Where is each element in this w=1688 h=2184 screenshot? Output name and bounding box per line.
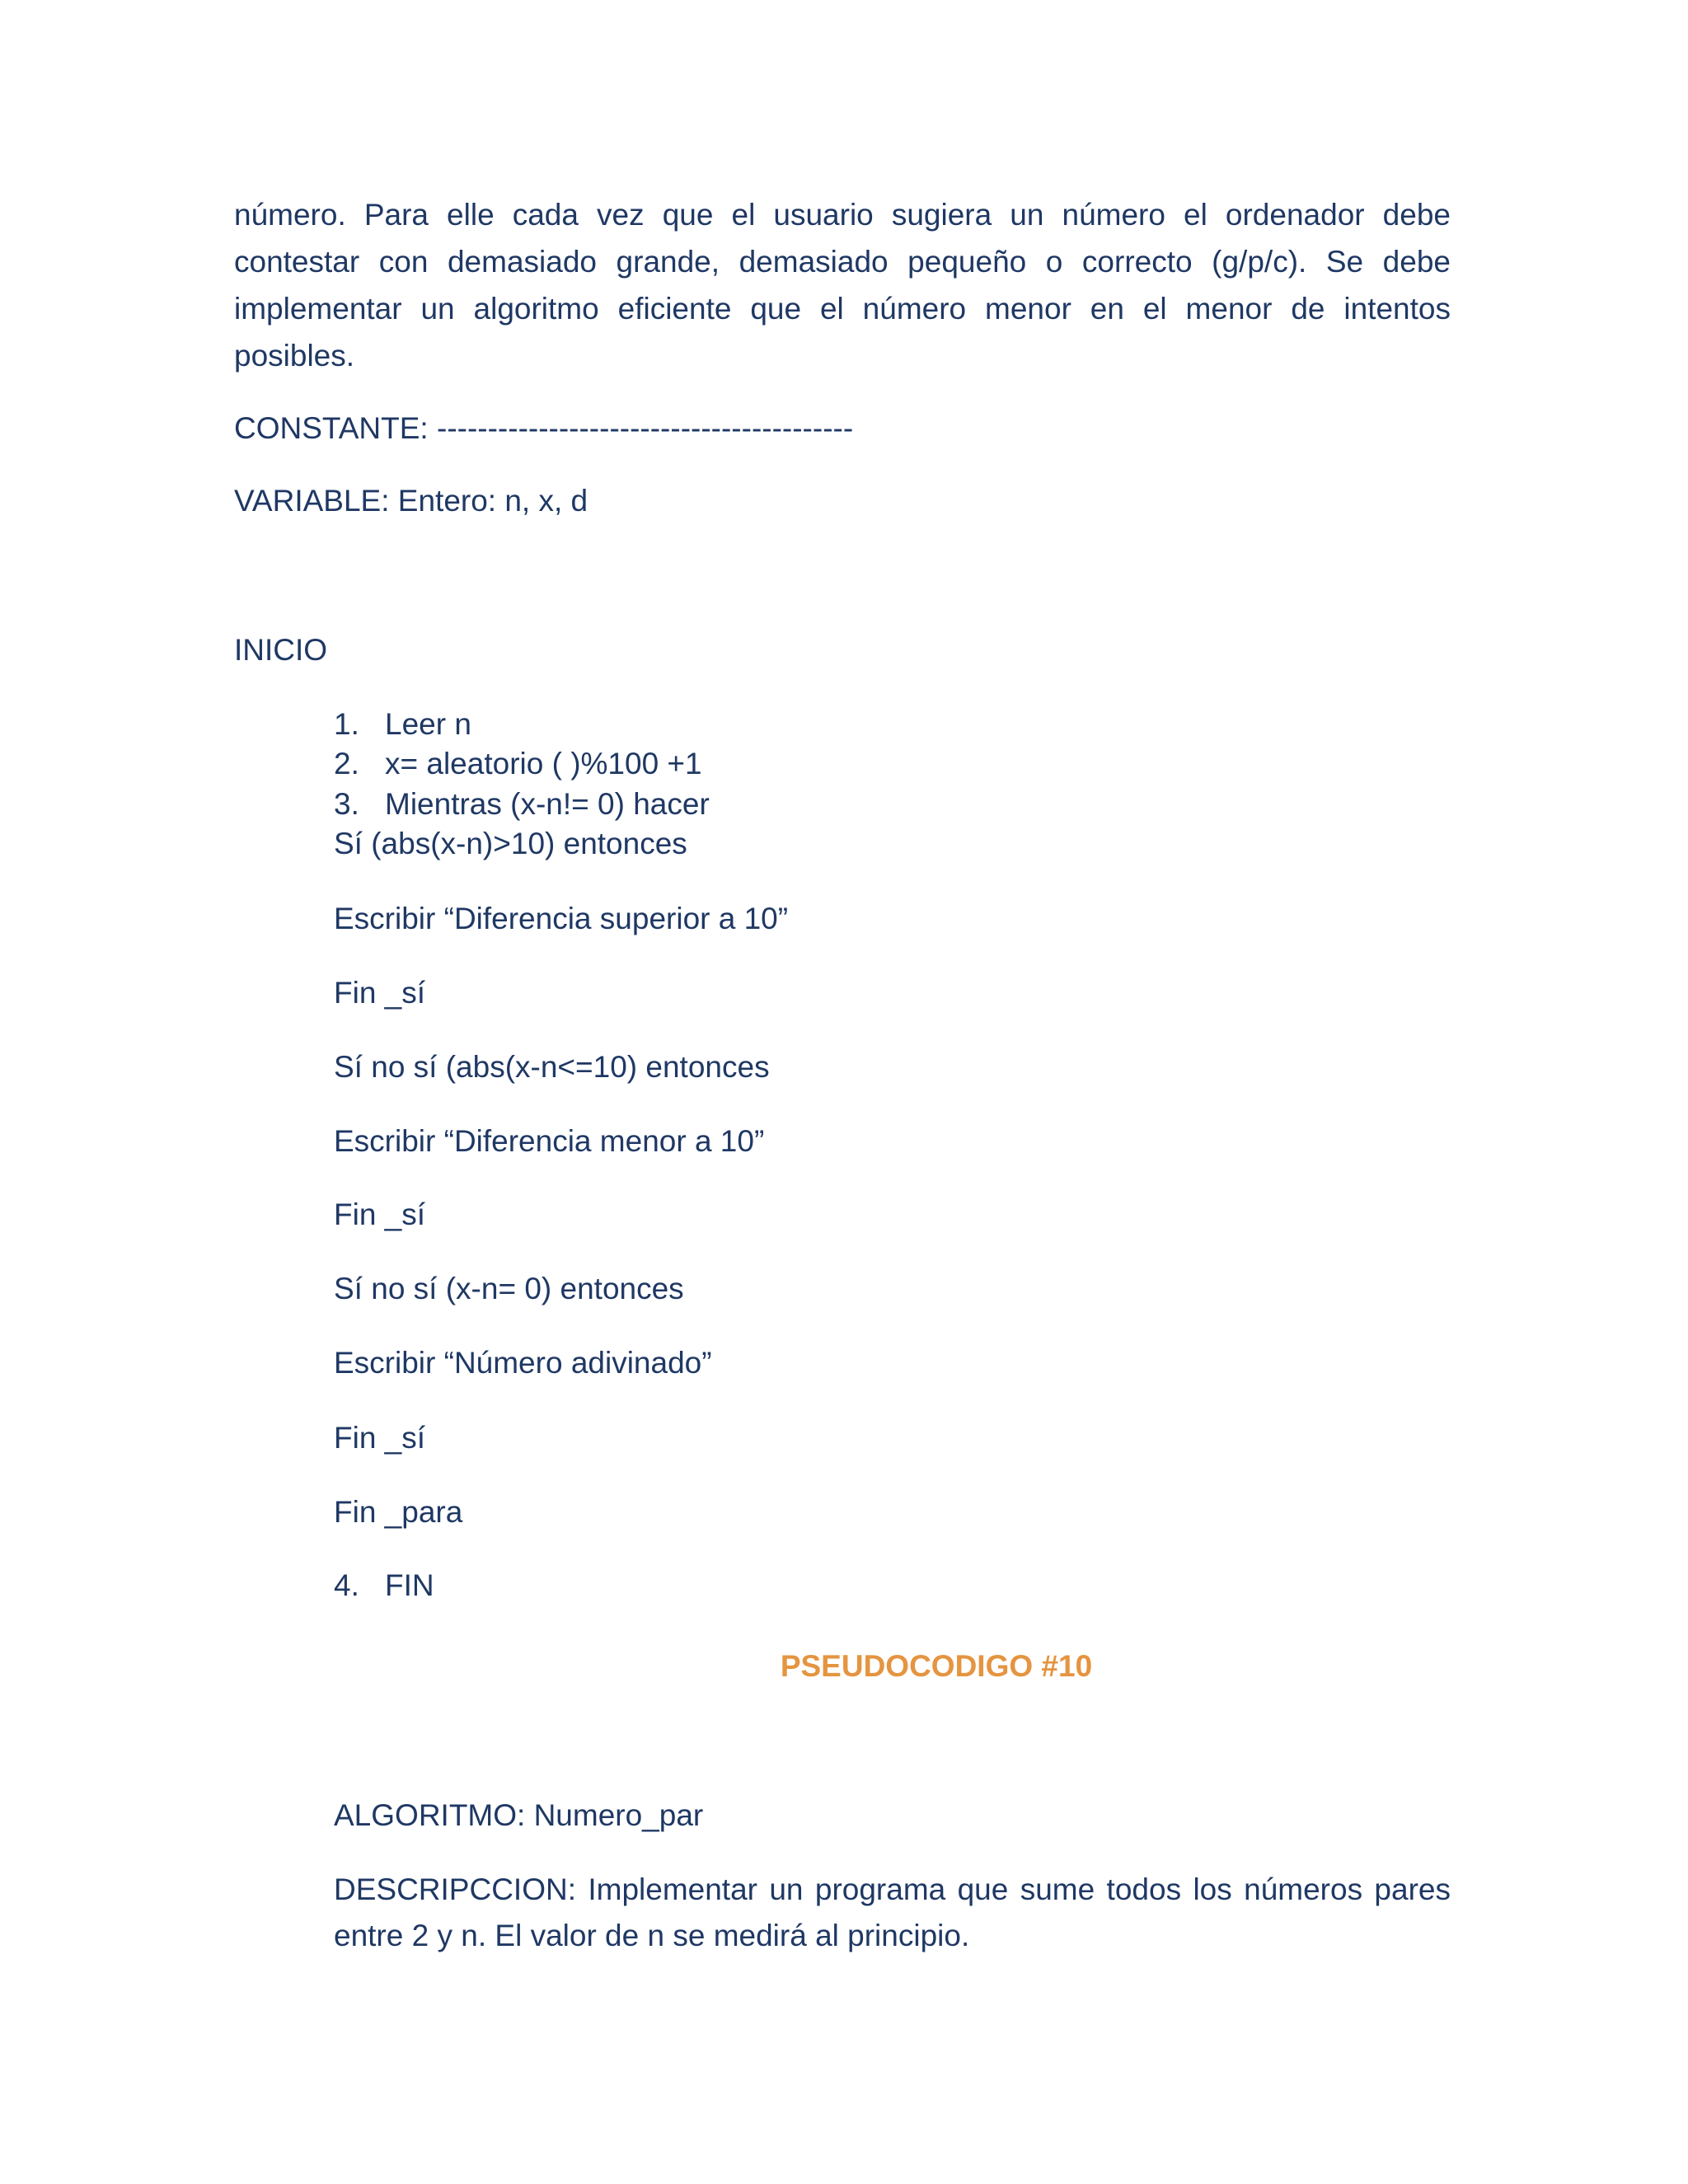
body-line: Sí (abs(x-n)>10) entonces (334, 827, 687, 860)
intro-line: implementar un algoritmo eficiente que el número menor en el menor de intentos (234, 292, 1451, 326)
descripcion-line: DESCRIPCCION: Implementar un programa que sume todos los números pares (334, 1872, 1451, 1906)
body-line: Fin _sí (334, 1197, 426, 1231)
step-text: Mientras (x-n!= 0) hacer (385, 787, 710, 821)
intro-line: número. Para elle cada vez que el usuario sugiera un número el ordenador debe (234, 198, 1451, 232)
body-line: Sí no sí (abs(x-n<=10) entonces (334, 1050, 770, 1084)
body-line: Sí no sí (x-n= 0) entonces (334, 1272, 684, 1305)
section-heading (0, 1643, 1688, 1690)
intro-paragraph (234, 191, 1451, 379)
variable-line: VARIABLE: Entero: n, x, d (234, 484, 588, 518)
body-line: Escribir “Número adivinado” (334, 1346, 712, 1380)
algoritmo-line: ALGORITMO: Numero_par (334, 1798, 704, 1832)
section-heading-text: PSEUDOCODIGO #10 (780, 1649, 1093, 1683)
body-line: Escribir “Diferencia menor a 10” (334, 1124, 765, 1158)
step-number: 2. (334, 747, 359, 780)
step-number: 1. (334, 707, 359, 741)
descripcion-line: entre 2 y n. El valor de n se medirá al principio. (334, 1919, 970, 1952)
step-item (334, 1563, 434, 1609)
step-text: Leer n (385, 707, 471, 741)
intro-line: contestar con demasiado grande, demasiado pequeño o correcto (g/p/c). Se debe (234, 245, 1451, 279)
step-number: 4. (334, 1568, 359, 1602)
inicio-label: INICIO (234, 633, 328, 667)
body-line: Fin _para (334, 1495, 463, 1529)
constante-line: CONSTANTE: ----------------------------------------- (234, 411, 854, 445)
step-text: x= aleatorio ( )%100 +1 (385, 747, 702, 780)
intro-line: posibles. (234, 339, 355, 373)
step-number: 3. (334, 787, 359, 821)
step-text: FIN (385, 1568, 434, 1602)
descripcion-paragraph (334, 1867, 1451, 1959)
body-line: Fin _sí (334, 976, 426, 1010)
body-line: Escribir “Diferencia superior a 10” (334, 902, 789, 935)
step-item (334, 741, 702, 787)
body-line: Fin _sí (334, 1421, 426, 1455)
